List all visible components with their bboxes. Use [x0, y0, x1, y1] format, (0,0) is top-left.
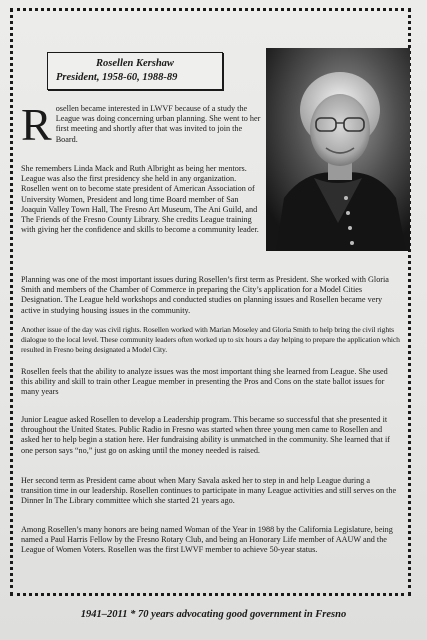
- title-name: Rosellen Kershaw: [96, 58, 174, 69]
- paragraph-1: [21, 164, 264, 235]
- drop-cap: R: [21, 99, 52, 150]
- footer-tagline: 1941–2011 * 70 years advocating good government in Fresno: [80, 609, 347, 620]
- paragraph-7: [21, 525, 401, 556]
- paragraph-text: Planning was one of the most important issues during Rosellen’s first term as President. She worked with Gloria Smith and members of the Chamber of Commerce in preparing the City’s application for a Model Cities Designation. The League held workshops and conducted studies on planning issues and Rosellen became very active in studying housing issues in the community.: [21, 275, 389, 315]
- paragraph-text: Among Rosellen’s many honors are being named Woman of the Year in 1988 by the California Legislature, being named a Paul Harris Fellow by the Fresno Rotary Club, and being an Honorary Life member of AAUW and the League of Women Voters. Rosellen was the first LWVF member to achieve 50-year status.: [21, 525, 393, 555]
- paragraph-2: [21, 275, 401, 316]
- intro-text: osellen became interested in LWVF because of a study the League was doing concerning urban planning. She went to her first meeting and shortly after that was invited to join the Board.: [55, 104, 261, 144]
- title-role: President, 1958-60, 1988-89: [56, 72, 178, 83]
- paragraph-5: [21, 415, 401, 456]
- paragraph-3: [21, 325, 401, 356]
- paragraph-text: Rosellen feels that the ability to analyze issues was the most important thing she learned from League. She used this ability and skill to train other League member in presenting the Pros and Cons on the state ballot issues for many years: [21, 367, 388, 397]
- paragraph-text: Junior League asked Rosellen to develop a Leadership program. This became so successful that she presented it throughout the United States. Public Radio in Fresno was started when three young men came to Rosellen and asked her to help begin a station here. Her fundraising ability is unmatched in the community. She learned that if one person says “no,” just go on asking until the money needed is raised.: [21, 415, 390, 455]
- paragraph-text: Her second term as President came about when Mary Savala asked her to step in and help League during a transition time in our leadership. Rosellen continues to participate in many League activities and still serves on the Dinner In The Library committee which she started 21 years ago.: [21, 476, 397, 506]
- paragraph-text: She remembers Linda Mack and Ruth Albright as being her mentors. League was also the first presidency she held in any organization. Rosellen went on to become state president of American Association of University Women, President and long time Board member of San Joaquin Valley Town Hall, The Fresno Art Museum, The Ani Guild, and The Friends of the Fresno County Library. She credits League training with giving her the confidence and skills to become a community leader.: [21, 164, 259, 235]
- title-box: [47, 52, 223, 90]
- paragraph-text: Another issue of the day was civil rights. Rosellen worked with Marian Moseley and Gloria Smith to help bring the civil rights dialogue to the local level. These community leaders often worked up to six hours a day helping to prepare the application which resulted in Fresno being designated a Model City.: [21, 325, 400, 355]
- paragraph-6: [21, 476, 401, 507]
- paragraph-4: [21, 367, 401, 398]
- intro-paragraph: [21, 99, 264, 150]
- portrait-photo: [266, 48, 410, 251]
